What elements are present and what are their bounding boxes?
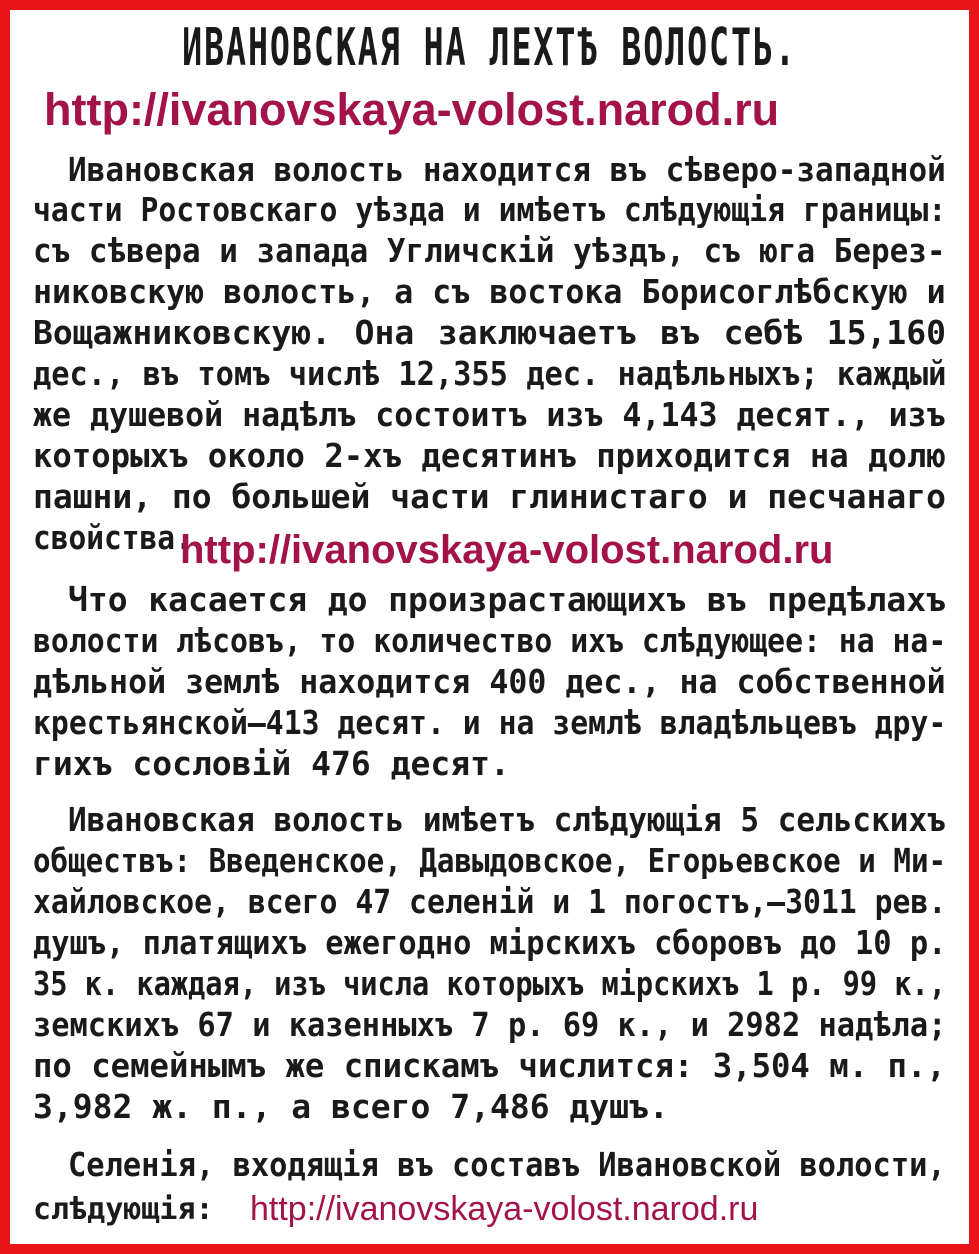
- text-line-24: Селенія, входящія въ составъ Ивановской волости,: [68, 1145, 946, 1184]
- watermark-url-top: http://ivanovskaya-volost.narod.ru: [44, 84, 780, 135]
- text-line-1: Ивановская волость находится въ сѣверо-западной: [68, 150, 946, 189]
- text-line-6: дес., въ томъ числѣ 12,355 дес. надѣльныхъ; каждый: [33, 354, 946, 393]
- text-line-4: никовскую волость, а съ востока Борисоглѣбскую и: [33, 272, 946, 311]
- text-line-9: пашни, по большей части глинистаго и песчанаго: [33, 477, 946, 516]
- text-line-19: душъ, платящихъ ежегодно мірскихъ сборовъ до 10 р.: [33, 923, 946, 962]
- text-line-8: которыхъ около 2-хъ десятинъ приходится на долю: [33, 436, 946, 475]
- watermark-url-bottom: http://ivanovskaya-volost.narod.ru: [250, 1190, 759, 1228]
- text-line-16: Ивановская волость имѣетъ слѣдующія 5 сельскихъ: [68, 800, 946, 839]
- text-line-12: волости лѣсовъ, то количество ихъ слѣдующее: на на-: [33, 621, 946, 660]
- text-line-2: части Ростовскаго уѣзда и имѣетъ слѣдующія границы:: [33, 190, 946, 229]
- text-line-13: дѣльной землѣ находится 400 дес., на собственной: [33, 662, 946, 701]
- text-line-25: слѣдующія:: [33, 1192, 214, 1227]
- text-line-23: 3,982 ж. п., а всего 7,486 душъ.: [33, 1087, 669, 1126]
- text-line-15: гихъ сословій 476 десят.: [33, 744, 510, 783]
- text-line-22: по семейнымъ же спискамъ числится: 3,504 м. п.,: [33, 1046, 946, 1085]
- text-line-17: обществъ: Введенское, Давыдовское, Егорьевское и Ми-: [33, 841, 946, 880]
- watermark-url-middle: http://ivanovskaya-volost.narod.ru: [180, 528, 834, 572]
- text-line-14: крестьянской—413 десят. и на землѣ владѣльцевъ дру-: [33, 703, 946, 742]
- text-line-20: 35 к. каждая, изъ числа которыхъ мірскихъ 1 р. 99 к.,: [33, 964, 946, 1003]
- text-line-21: земскихъ 67 и казенныхъ 7 р. 69 к., и 2982 надѣла;: [33, 1005, 946, 1044]
- text-line-5: Вощажниковскую. Она заключаетъ въ себѣ 15,160: [33, 313, 946, 352]
- text-line-3: съ сѣвера и запада Угличскій уѣздъ, съ юга Берез-: [33, 231, 946, 270]
- text-line-18: хайловское, всего 47 селеній и 1 погостъ,—3011 рев.: [33, 882, 946, 921]
- page-title: ИВАНОВСКАЯ НА ЛЕХТѢ ВОЛОСТЬ.: [182, 18, 797, 78]
- text-line-7: же душевой надѣлъ состоитъ изъ 4,143 десят., изъ: [33, 395, 946, 434]
- text-line-11: Что касается до произрастающихъ въ предѣлахъ: [68, 580, 946, 619]
- text-line-10: свойства.: [33, 518, 193, 557]
